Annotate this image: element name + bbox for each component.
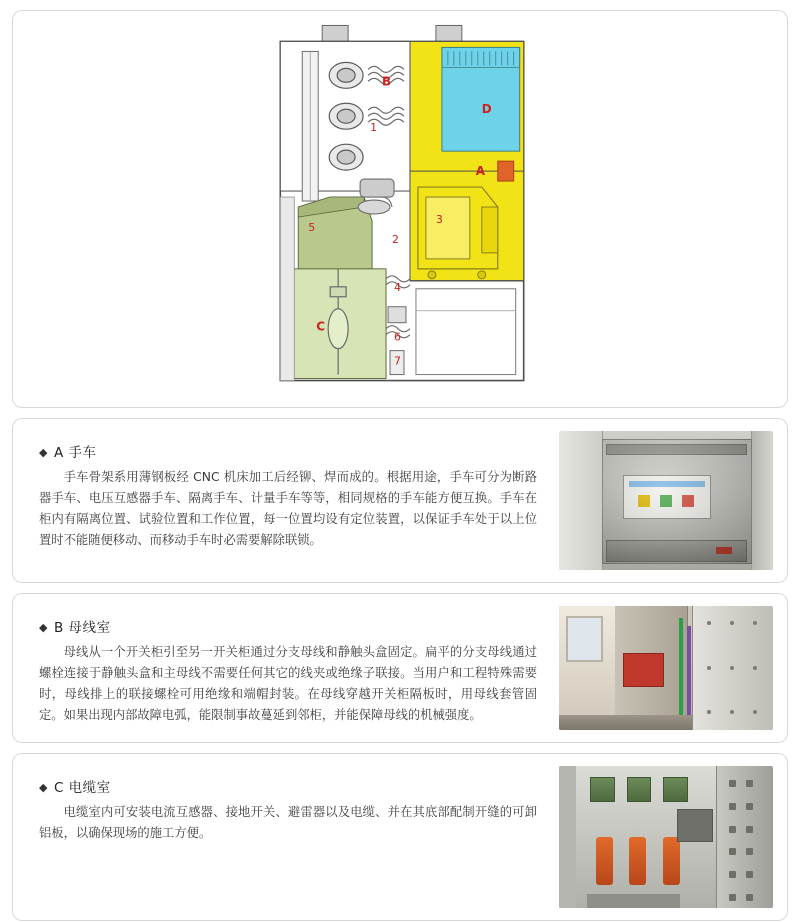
diagram-callout-3: 3: [435, 212, 443, 226]
diagram-card: [12, 10, 788, 408]
photo-shading: [602, 439, 752, 564]
cable-bushing-1: [596, 837, 613, 885]
section-b-card: [12, 593, 788, 743]
current-transformer-2: [627, 777, 651, 802]
diagram-zone-label-C: C: [316, 319, 325, 334]
cabinet-cross-section-diagram: [13, 11, 787, 407]
red-equipment-box: [623, 653, 664, 687]
diagram-zone-label-B: B: [382, 74, 392, 89]
switchgear-cabinet-side: [692, 606, 773, 730]
bay-floor-plate: [587, 894, 680, 908]
room-left-wall: [559, 606, 615, 730]
section-a-card: [12, 418, 788, 583]
auxiliary-panel-box: [677, 809, 713, 842]
section-a-photo: [559, 431, 773, 570]
cabinet-diagram-svg: [13, 11, 787, 407]
section-c-title: C 电缆室: [53, 780, 111, 796]
section-c-text: [13, 754, 551, 920]
cable-bushing-3: [663, 837, 680, 885]
diamond-icon: ◆: [39, 621, 48, 634]
section-c-body: 电缆室内可安装电流互感器、接地开关、避雷器以及电缆、并在其底部配制开缝的可卸铝板，以确保现场的施工方便。: [39, 805, 537, 840]
section-a-body: 手车骨架系用薄钢板经 CNC 机床加工后经铆、焊而成的。根据用途，手车可分为断路器手车、电压互感器手车、隔离手车、计量手车等等，相同规格的手车能方便互换。手车在柜内有隔离位置、试验位置和工作位置，每一位置均设有定位装置，以保证手车处于以上位置时不能随便移动、而移动手车时必需要解除联锁。: [39, 470, 537, 547]
section-c-card: [12, 753, 788, 921]
current-transformer-1: [590, 777, 614, 802]
section-c-photo: [559, 766, 773, 908]
section-b-title: B 母线室: [53, 620, 111, 636]
diagram-callout-4: 4: [394, 280, 401, 294]
section-b-text: [13, 594, 551, 742]
section-c-title-row: [39, 776, 537, 796]
handcart-cabinet-photo: [559, 431, 773, 570]
room-floor: [559, 715, 692, 730]
cabinet-left-frame: [559, 766, 576, 908]
current-transformer-3: [663, 777, 687, 802]
section-b-body: 母线从一个开关柜引至另一开关柜通过分支母线和静触头盒固定。扁平的分支母线通过螺栓连接于静触头盒和主母线不需要任何其它的线夹或绝缘子联接。当用户和工程特殊需要时，母线排上的联接螺栓可用绝缘和端帽封装。在母线穿越开关柜隔板时，用母线套管固定。如果出现内部故障电弧，能限制事故蔓延到邻柜，并能保障母线的机械强度。: [39, 645, 537, 722]
diagram-callout-7: 7: [394, 354, 401, 368]
diagram-callout-5: 5: [308, 220, 316, 234]
cable-bushing-2: [629, 837, 646, 885]
cabinet-right-door: [751, 431, 773, 570]
section-a-text: [13, 419, 551, 582]
diagram-callout-1: 1: [370, 121, 378, 135]
diagram-callout-6: 6: [394, 330, 401, 344]
cabinet-right-frame: [716, 766, 773, 908]
busbar-room-photo: [559, 606, 773, 730]
green-cable: [679, 618, 683, 717]
diamond-icon: ◆: [39, 781, 48, 794]
diagram-callout-2: 2: [392, 232, 400, 246]
section-a-title: A 手车: [53, 445, 97, 461]
diagram-zone-label-D: D: [481, 102, 492, 117]
diagram-zone-label-A: A: [475, 164, 486, 179]
section-b-photo: [559, 606, 773, 730]
room-window: [566, 616, 603, 662]
diamond-icon: ◆: [39, 446, 48, 459]
cable-room-photo: [559, 766, 773, 908]
section-a-title-row: [39, 441, 537, 461]
cabinet-left-door: [559, 431, 603, 570]
section-b-title-row: [39, 616, 537, 636]
